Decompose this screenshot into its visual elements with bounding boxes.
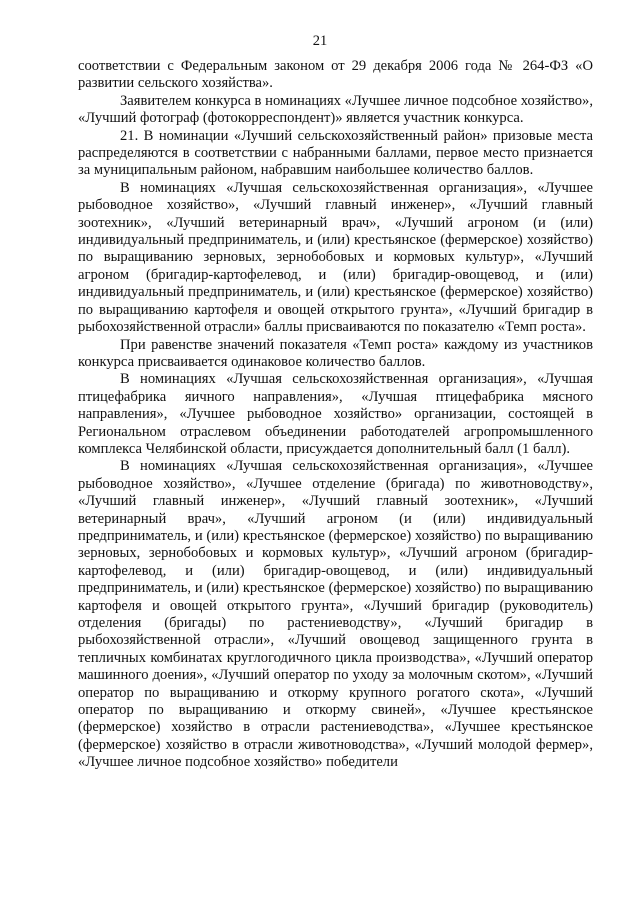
paragraph-item-21: 21. В номинации «Лучший сельскохозяйственный район» призовые места распределяются в соответствии с набранными баллами, первое место признается за муниципальным районом, набравшим наибольшее количество баллов.	[78, 127, 593, 179]
page-number: 21	[312, 33, 328, 49]
paragraph-growth-rate-nominations: В номинациях «Лучшая сельскохозяйственная организация», «Лучшее рыбоводное хозяйство», «Лучший главный инженер», «Лучший главный зоотехник», «Лучший ветеринарный врач», «Лучший агроном (и (или) индивидуальный предприниматель, и (или) крестьянское (фермерское) хозяйство) по выращиванию зерновых, зернобобовых и кормовых культур», «Лучший агроном (бригадир-картофелевод, и (или) бригадир-овощевод, и (или) индивидуальный предприниматель, и (или) крестьянское (фермерское) хозяйство) по выращиванию картофеля и овощей открытого грунта», «Лучший бригадир в рыбохозяйственной отрасли» баллы присваиваются по показателю «Темп роста».	[78, 179, 593, 336]
paragraph-applicant: Заявителем конкурса в номинациях «Лучшее личное подсобное хозяйство», «Лучший фотограф (фотокорреспондент)» является участник конкурса.	[78, 92, 593, 127]
paragraph-winners-nominations: В номинациях «Лучшая сельскохозяйственная организация», «Лучшее рыбоводное хозяйство», «Лучшее отделение (бригада) по животноводству», «Лучший главный инженер», «Лучший главный зоотехник», «Лучший ветеринарный врач», «Лучший агроном (и (или) индивидуальный предприниматель, и (или) крестьянское (фермерское) хозяйство) по выращиванию зерновых, зернобобовых и кормовых культур», «Лучший агроном (бригадир-картофелевод, и (или) бригадир-овощевод, и (или) индивидуальный предприниматель, и (или) крестьянское (фермерское) хозяйство) по выращиванию картофеля и овощей открытого грунта», «Лучший бригадир (руководитель) отделения (бригады) по растениеводству», «Лучший бригадир в рыбохозяйственной отрасли», «Лучший овощевод защищенного грунта в тепличных комбинатах круглогодичного цикла производства», «Лучший оператор машинного доения», «Лучший оператор по уходу за молочным скотом», «Лучший оператор по выращиванию и откорму крупного рогатого скота», «Лучший оператор по выращиванию и откорму свиней», «Лучшее крестьянское (фермерское) хозяйство в отрасли растениеводства», «Лучшее крестьянское (фермерское) хозяйство в отрасли животноводства», «Лучший молодой фермер», «Лучшее личное подсобное хозяйство» победители	[78, 458, 593, 771]
paragraph-continuation: соответствии с Федеральным законом от 29 декабря 2006 года № 264-ФЗ «О развитии сельского хозяйства».	[78, 58, 593, 92]
paragraph-equal-points: При равенстве значений показателя «Темп роста» каждому из участников конкурса присваивается одинаковое количество баллов.	[78, 336, 593, 370]
document-body	[78, 58, 593, 772]
paragraph-additional-point: В номинациях «Лучшая сельскохозяйственная организация», «Лучшая птицефабрика яичного направления», «Лучшая птицефабрика мясного направления», «Лучшее рыбоводное хозяйство» организации, состоящей в Региональном отраслевом объединении работодателей агропромышленного комплекса Челябинской области, присуждается дополнительный балл (1 балл).	[78, 371, 593, 457]
